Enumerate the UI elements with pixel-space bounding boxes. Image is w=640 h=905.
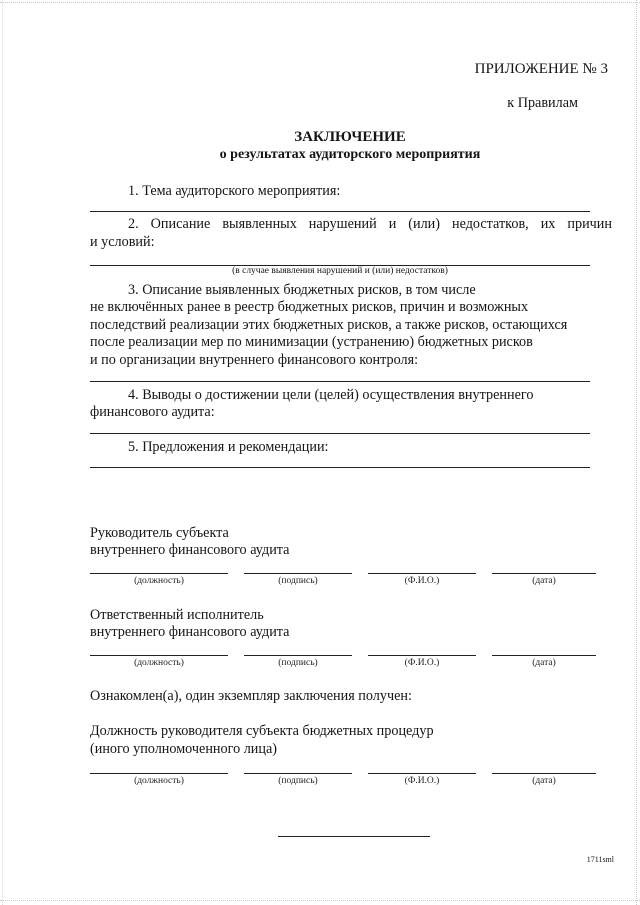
item-5-label: 5. Предложения и рекомендации:: [128, 439, 329, 455]
caption-date: (дата): [532, 776, 556, 786]
appendix-to-rules: к Правилам: [507, 95, 578, 111]
signature-line: [244, 773, 352, 774]
document-subtitle: о результатах аудиторского мероприятия: [219, 147, 481, 162]
item-4-line-2: финансового аудита:: [90, 404, 215, 420]
item-1-label: 1. Тема аудиторского мероприятия:: [128, 183, 341, 199]
position-line: [90, 655, 228, 656]
fio-line: [368, 655, 476, 656]
item-3-line-5: и по организации внутреннего финансового контроля:: [90, 352, 419, 368]
item-4-line-1: 4. Выводы о достижении цели (целей) осуществления внутреннего: [128, 387, 534, 403]
item-2-line-2: и условий:: [90, 234, 155, 250]
caption-signature: (подпись): [278, 776, 318, 786]
acquainted-statement: Ознакомлен(а), один экземпляр заключения получен:: [90, 688, 412, 704]
item-3-line-2: не включённых ранее в реестр бюджетных рисков, причин и возможных: [90, 299, 529, 315]
executor-title-line-2: внутреннего финансового аудита: [90, 624, 290, 640]
footer-code: 1711sml: [586, 855, 614, 864]
signature-line: [244, 573, 352, 574]
caption-fio: (Ф.И.О.): [404, 576, 440, 586]
fill-line: [90, 381, 590, 382]
item-3-line-4: после реализации мер по минимизации (устранению) бюджетных рисков: [90, 334, 533, 350]
budget-title-line-1: Должность руководителя субъекта бюджетных процедур: [90, 723, 434, 739]
item-3-line-3: последствий реализации этих бюджетных рисков, а также рисков, остающихся: [90, 317, 568, 333]
fio-line: [368, 573, 476, 574]
item-3-line-1: 3. Описание выявленных бюджетных рисков, в том числе: [128, 282, 476, 298]
appendix-number: ПРИЛОЖЕНИЕ № 3: [474, 61, 608, 77]
fill-line: [90, 211, 590, 212]
fill-line: [90, 467, 590, 468]
caption-signature: (подпись): [278, 576, 318, 586]
caption-position: (должность): [134, 576, 184, 586]
scan-edge: [0, 900, 640, 901]
caption-signature: (подпись): [278, 658, 318, 668]
caption-fio: (Ф.И.О.): [404, 776, 440, 786]
date-line: [492, 655, 596, 656]
head-title-line-1: Руководитель субъекта: [90, 525, 229, 541]
caption-fio: (Ф.И.О.): [404, 658, 440, 668]
signature-line: [244, 655, 352, 656]
date-line: [492, 573, 596, 574]
fill-line: [90, 433, 590, 434]
scan-edge: [0, 2, 640, 3]
document-title: ЗАКЛЮЧЕНИЕ: [294, 129, 406, 145]
executor-title-line-1: Ответственный исполнитель: [90, 607, 264, 623]
caption-date: (дата): [532, 576, 556, 586]
end-separator-line: [278, 836, 430, 837]
position-line: [90, 573, 228, 574]
caption-position: (должность): [134, 776, 184, 786]
item-2-line-1: 2. Описание выявленных нарушений и (или) недостатков, их причин: [128, 216, 612, 232]
item-2-note: (в случае выявления нарушений и (или) недостатков): [232, 266, 448, 276]
date-line: [492, 773, 596, 774]
position-line: [90, 773, 228, 774]
budget-title-line-2: (иного уполномоченного лица): [90, 741, 278, 757]
caption-date: (дата): [532, 658, 556, 668]
fio-line: [368, 773, 476, 774]
caption-position: (должность): [134, 658, 184, 668]
head-title-line-2: внутреннего финансового аудита: [90, 542, 290, 558]
